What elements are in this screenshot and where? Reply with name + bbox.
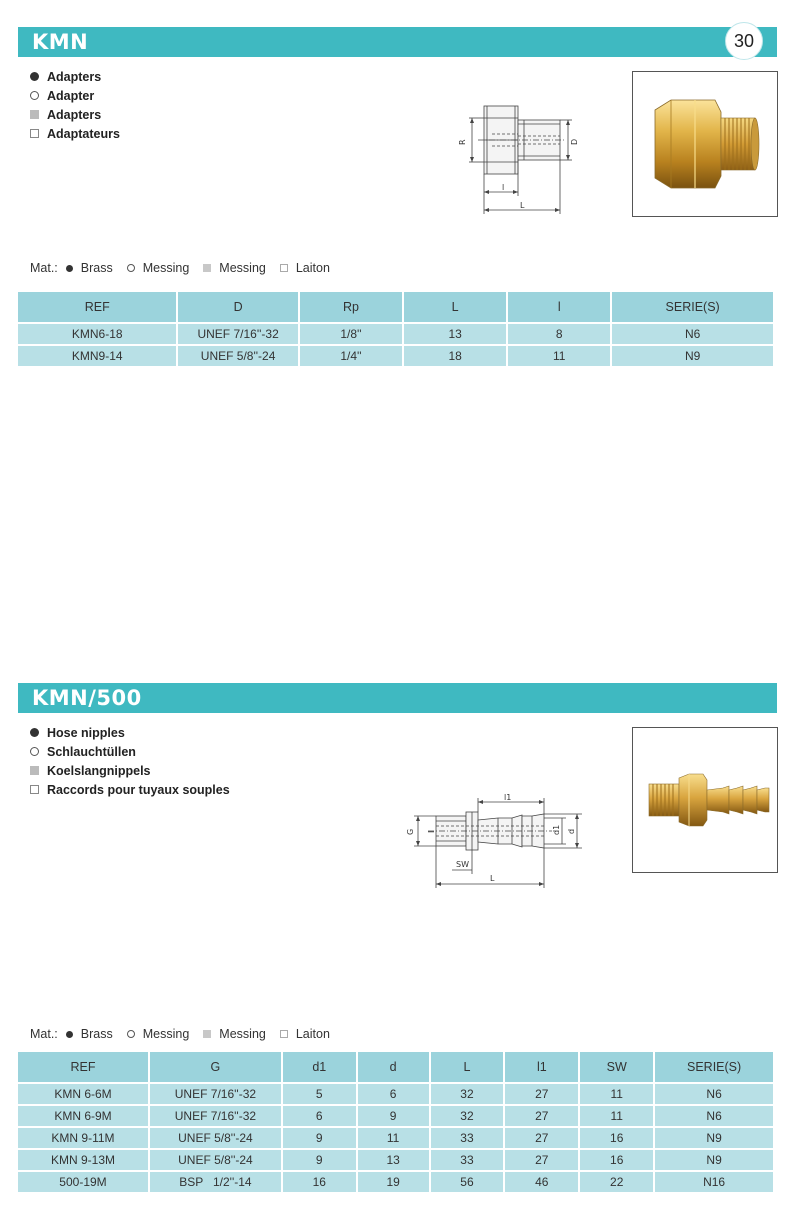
legend-item: [30, 780, 230, 799]
table-cell: 16: [580, 1150, 653, 1170]
material-row-kmn500: [30, 1027, 344, 1041]
material-name: Messing: [219, 1027, 266, 1041]
legend-item: [30, 723, 230, 742]
technical-drawing-kmn500: [402, 788, 592, 892]
table-cell: 32: [431, 1084, 504, 1104]
dim-label-l: l: [427, 830, 436, 833]
material-item: [66, 261, 113, 275]
table-cell: 6: [358, 1084, 429, 1104]
section-banner-kmn500: [18, 683, 777, 713]
table-cell: 500-19M: [18, 1172, 148, 1192]
material-label: Mat.:: [30, 261, 58, 275]
column-header: SW: [580, 1052, 653, 1082]
table-cell: 27: [505, 1128, 578, 1148]
legend-label: Adapters: [47, 69, 102, 84]
table-cell: 9: [358, 1106, 429, 1126]
table-cell: N9: [655, 1128, 773, 1148]
column-header: L: [431, 1052, 504, 1082]
table-row: [18, 324, 773, 344]
dim-label-d: d: [567, 828, 576, 834]
table-cell: N6: [655, 1084, 773, 1104]
table-header-row: [18, 1052, 773, 1082]
product-photo-kmn500: [632, 727, 778, 873]
column-header: d1: [283, 1052, 356, 1082]
open-circle-icon: [127, 264, 135, 272]
table-cell: KMN 6-9M: [18, 1106, 148, 1126]
material-name: Messing: [219, 261, 266, 275]
table-cell: N6: [612, 324, 773, 344]
table-cell: 27: [505, 1084, 578, 1104]
table-cell: 5: [283, 1084, 356, 1104]
table-cell: 11: [358, 1128, 429, 1148]
column-header: REF: [18, 1052, 148, 1082]
open-circle-icon: [30, 747, 39, 756]
brass-adapter-image: [633, 72, 777, 216]
table-cell: KMN9-14: [18, 346, 176, 366]
material-name: Brass: [80, 261, 113, 275]
spec-table-kmn: [16, 290, 775, 368]
column-header: L: [404, 292, 506, 322]
table-cell: N16: [655, 1172, 773, 1192]
table-cell: 9: [283, 1128, 356, 1148]
dim-label-L: L: [520, 201, 525, 210]
column-header: l1: [505, 1052, 578, 1082]
table-cell: 6: [283, 1106, 356, 1126]
material-name: Brass: [80, 1027, 113, 1041]
table-cell: 9: [283, 1150, 356, 1170]
table-cell: UNEF 5/8''-24: [150, 1128, 281, 1148]
filled-square-icon: [203, 264, 211, 272]
legend-label: Adaptateurs: [47, 126, 120, 141]
material-name: Laiton: [295, 261, 330, 275]
filled-circle-icon: [30, 728, 39, 737]
table-row: [18, 1172, 773, 1192]
table-cell: 13: [358, 1150, 429, 1170]
table-header-row: [18, 292, 773, 322]
material-name: Laiton: [295, 1027, 330, 1041]
material-item: [280, 261, 330, 275]
table-cell: 11: [508, 346, 610, 366]
legend-label: Adapters: [47, 107, 102, 122]
filled-square-icon: [203, 1030, 211, 1038]
table-cell: 13: [404, 324, 506, 344]
dim-label-d1: d1: [552, 824, 561, 835]
material-item: [66, 1027, 113, 1041]
open-circle-icon: [127, 1030, 135, 1038]
dim-label-l: l: [502, 183, 505, 192]
brass-hose-nipple-image: [633, 728, 777, 872]
section-banner-kmn: [18, 27, 777, 57]
legend-item: [30, 105, 120, 124]
column-header: l: [508, 292, 610, 322]
table-row: [18, 1106, 773, 1126]
dim-label-rp: R: [458, 139, 467, 145]
filled-square-icon: [30, 766, 39, 775]
table-cell: 46: [505, 1172, 578, 1192]
dim-label-g: G: [406, 828, 415, 835]
product-photo-kmn: [632, 71, 778, 217]
filled-circle-icon: [66, 1031, 73, 1038]
table-cell: 19: [358, 1172, 429, 1192]
spec-table-kmn500: [16, 1050, 775, 1194]
open-square-icon: [30, 785, 39, 794]
table-cell: 1/8'': [300, 324, 402, 344]
column-header: G: [150, 1052, 281, 1082]
legend-item: [30, 86, 120, 105]
table-cell: 33: [431, 1150, 504, 1170]
table-cell: 27: [505, 1106, 578, 1126]
table-cell: N9: [655, 1150, 773, 1170]
table-cell: 22: [580, 1172, 653, 1192]
column-header: Rp: [300, 292, 402, 322]
dim-label-L: L: [490, 874, 495, 883]
open-square-icon: [280, 264, 288, 272]
table-cell: 16: [283, 1172, 356, 1192]
dim-label-d: D: [570, 138, 579, 145]
table-cell: 33: [431, 1128, 504, 1148]
legend-item: [30, 67, 120, 86]
page-number-badge: 30: [725, 22, 763, 60]
table-cell: 32: [431, 1106, 504, 1126]
table-cell: 8: [508, 324, 610, 344]
legend-label: Schlauchtüllen: [47, 744, 136, 759]
column-header: d: [358, 1052, 429, 1082]
column-header: REF: [18, 292, 176, 322]
filled-circle-icon: [66, 265, 73, 272]
table-cell: UNEF 5/8''-24: [178, 346, 297, 366]
dim-label-sw: SW: [456, 860, 469, 869]
legend-item: [30, 761, 230, 780]
column-header: SERIE(S): [655, 1052, 773, 1082]
table-cell: N6: [655, 1106, 773, 1126]
dim-label-l1: l1: [504, 793, 512, 802]
filled-square-icon: [30, 110, 39, 119]
material-item: [203, 1027, 266, 1041]
material-item: [203, 261, 266, 275]
table-row: [18, 1128, 773, 1148]
legend-label: Koelslangnippels: [47, 763, 151, 778]
table-cell: KMN 6-6M: [18, 1084, 148, 1104]
table-cell: 56: [431, 1172, 504, 1192]
material-item: [127, 1027, 190, 1041]
legend-item: [30, 124, 120, 143]
table-cell: UNEF 5/8''-24: [150, 1150, 281, 1170]
table-cell: KMN6-18: [18, 324, 176, 344]
open-circle-icon: [30, 91, 39, 100]
column-header: SERIE(S): [612, 292, 773, 322]
material-name: Messing: [142, 1027, 190, 1041]
legend-label: Hose nipples: [47, 725, 125, 740]
legend-item: [30, 742, 230, 761]
material-item: [280, 1027, 330, 1041]
material-label: Mat.:: [30, 1027, 58, 1041]
table-cell: BSP 1/2''-14: [150, 1172, 281, 1192]
legend-label: Raccords pour tuyaux souples: [47, 782, 230, 797]
table-cell: 11: [580, 1106, 653, 1126]
table-cell: 11: [580, 1084, 653, 1104]
filled-circle-icon: [30, 72, 39, 81]
open-square-icon: [280, 1030, 288, 1038]
table-row: [18, 1084, 773, 1104]
table-cell: UNEF 7/16''-32: [178, 324, 297, 344]
material-item: [127, 261, 190, 275]
legend-kmn500: [30, 723, 230, 799]
table-cell: UNEF 7/16''-32: [150, 1106, 281, 1126]
legend-kmn: [30, 67, 120, 143]
table-cell: KMN 9-13M: [18, 1150, 148, 1170]
table-row: [18, 1150, 773, 1170]
section-title: KMN: [32, 30, 89, 54]
table-cell: 1/4'': [300, 346, 402, 366]
table-cell: N9: [612, 346, 773, 366]
open-square-icon: [30, 129, 39, 138]
table-cell: 18: [404, 346, 506, 366]
technical-drawing-kmn: [450, 100, 590, 220]
section-title: KMN/500: [32, 686, 142, 710]
table-row: [18, 346, 773, 366]
table-cell: UNEF 7/16''-32: [150, 1084, 281, 1104]
column-header: D: [178, 292, 297, 322]
table-cell: KMN 9-11M: [18, 1128, 148, 1148]
legend-label: Adapter: [47, 88, 95, 103]
material-row-kmn: [30, 261, 344, 275]
table-cell: 27: [505, 1150, 578, 1170]
table-cell: 16: [580, 1128, 653, 1148]
material-name: Messing: [142, 261, 190, 275]
